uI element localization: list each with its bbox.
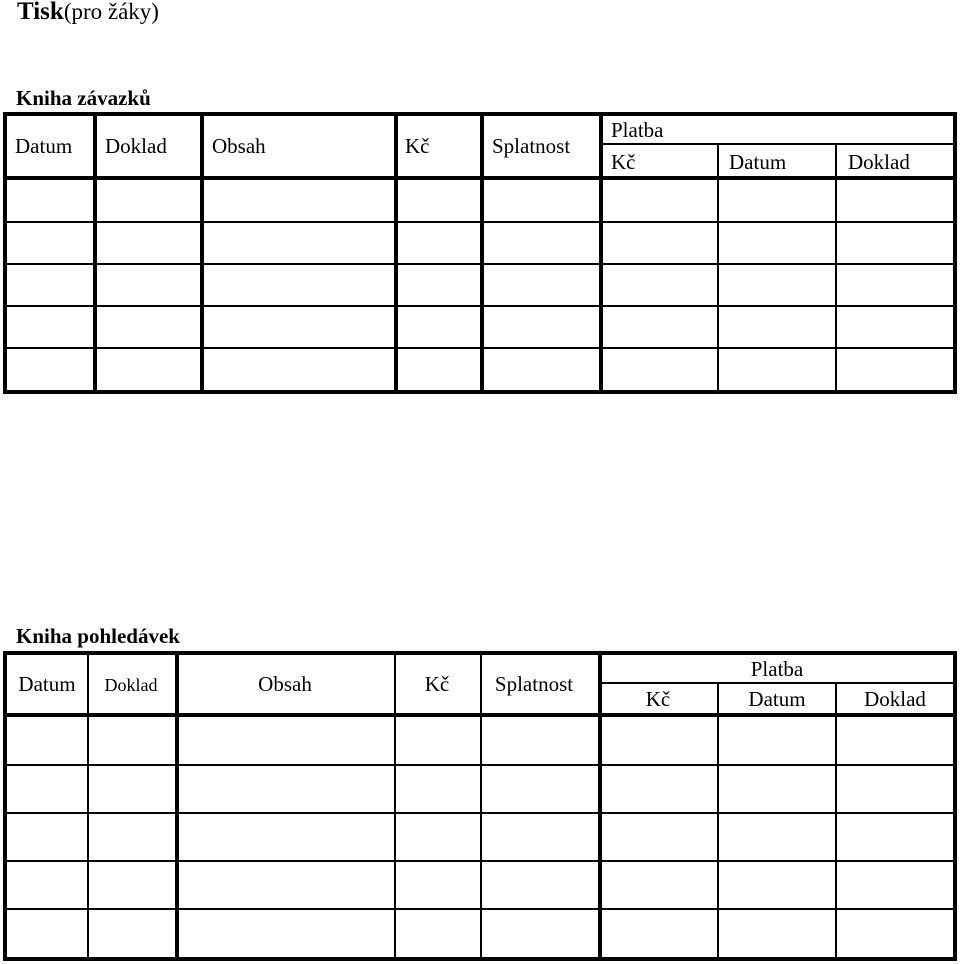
column-header-kc: Kč — [405, 134, 430, 158]
column-header-splatnost: Splatnost — [492, 134, 571, 158]
table-rule — [598, 682, 956, 684]
platba-subheader-doklad: Doklad — [864, 687, 926, 711]
title-sub: (pro žáky) — [63, 0, 159, 24]
table-rule — [3, 347, 956, 349]
table-rule — [3, 860, 956, 862]
column-header-datum: Datum — [15, 134, 73, 158]
column-group-platba: Platba — [750, 657, 804, 681]
payables-ledger-table — [3, 112, 956, 394]
platba-subheader-datum: Datum — [748, 687, 806, 711]
column-header-doklad: Doklad — [105, 134, 167, 158]
table-rule — [835, 145, 837, 394]
table-rule — [3, 908, 956, 910]
table-rule — [599, 143, 956, 145]
table-rule — [3, 221, 956, 223]
column-header-obsah: Obsah — [212, 134, 266, 158]
table-rule — [953, 112, 957, 394]
table-rule — [599, 112, 603, 394]
table-rule — [93, 112, 97, 394]
table-rule — [3, 651, 7, 961]
ledger-heading-payables: Kniha závazků — [16, 86, 151, 110]
table-rule — [480, 651, 482, 961]
table-rule — [3, 305, 956, 307]
table-rule — [598, 651, 602, 961]
platba-subheader-kc: Kč — [645, 687, 671, 711]
column-group-platba: Platba — [611, 118, 664, 142]
table-rule — [953, 651, 957, 961]
platba-subheader-kc: Kč — [611, 150, 636, 174]
table-rule — [3, 390, 956, 394]
table-rule — [87, 651, 89, 961]
platba-subheader-datum: Datum — [729, 150, 787, 174]
column-header-doklad: Doklad — [104, 675, 158, 695]
page-title — [17, 0, 159, 26]
platba-subheader-doklad: Doklad — [848, 150, 910, 174]
table-rule — [3, 957, 956, 961]
ledger-heading-receivables: Kniha pohledávek — [16, 624, 180, 648]
table-rule — [3, 112, 7, 394]
table-rule — [3, 263, 956, 265]
table-rule — [175, 651, 179, 961]
receivables-ledger-table — [3, 651, 956, 961]
table-rule — [3, 812, 956, 814]
table-rule — [200, 112, 204, 394]
table-rule — [3, 764, 956, 766]
column-header-kc: Kč — [424, 672, 450, 696]
table-rule — [717, 145, 719, 394]
table-rule — [480, 112, 484, 394]
table-rule — [835, 684, 837, 961]
table-rule — [394, 651, 396, 961]
column-header-datum: Datum — [18, 672, 76, 696]
column-header-splatnost: Splatnost — [494, 672, 574, 696]
table-rule — [394, 112, 398, 394]
table-rule — [717, 684, 719, 961]
column-header-obsah: Obsah — [258, 672, 312, 696]
title-main: Tisk — [17, 0, 64, 25]
table-rule — [3, 713, 956, 717]
table-rule — [3, 176, 956, 180]
